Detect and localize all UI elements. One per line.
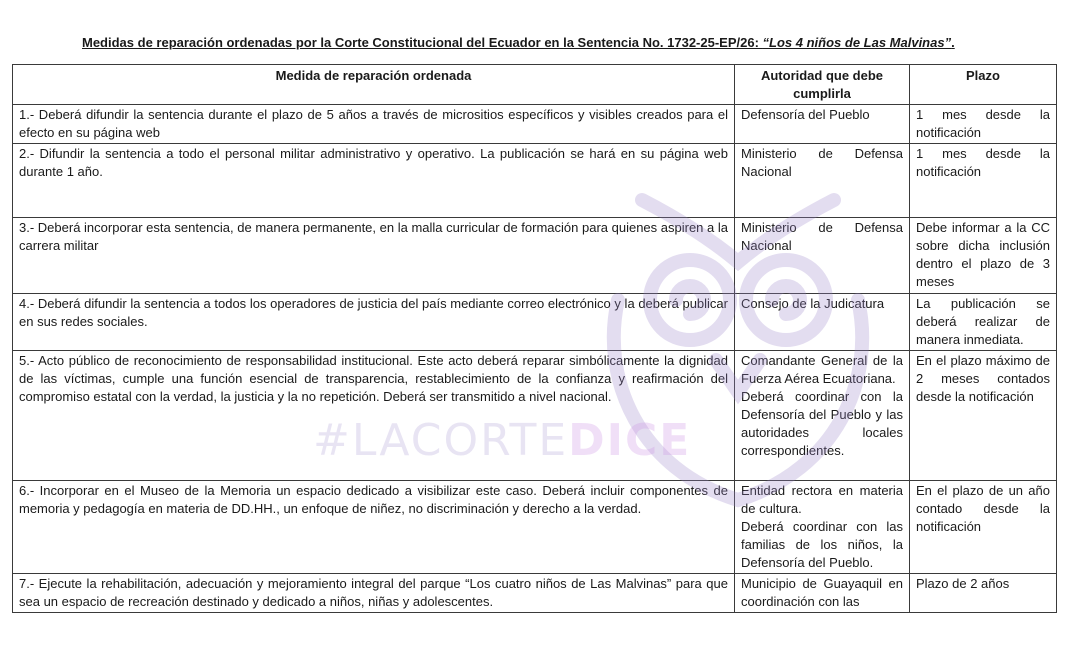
table-row: [13, 218, 1057, 294]
row-3-autoridad-line: Ministerio de Defensa Nacional: [741, 220, 903, 253]
header-plazo: Plazo: [910, 65, 1057, 105]
row-1-medida: 1.- Deberá difundir la sentencia durante el plazo de 5 años a través de micrositios específicos y visibles creados para el efecto en su página web: [13, 105, 735, 144]
row-4-plazo: La publicación se deberá realizar de manera inmediata.: [910, 294, 1057, 351]
row-6-plazo: En el plazo de un año contado desde la notificación: [910, 481, 1057, 574]
row-6-autoridad: [735, 481, 910, 574]
header-medida: Medida de reparación ordenada: [13, 65, 735, 105]
row-5-plazo: En el plazo máximo de 2 meses contados desde la notificación: [910, 351, 1057, 481]
row-6-autoridad-line-1: Entidad rectora en materia de cultura.: [741, 483, 903, 516]
row-3-autoridad: [735, 218, 910, 294]
row-7-medida: 7.- Ejecute la rehabilitación, adecuación y mejoramiento integral del parque “Los cuatro niños de Las Malvinas” para que sea un espacio de recreación destinado y dedicado a niños, niñas y adolescentes.: [13, 574, 735, 613]
row-7-plazo: Plazo de 2 años: [910, 574, 1057, 613]
row-1-plazo: 1 mes desde la notificación: [910, 105, 1057, 144]
row-5-medida: 5.- Acto público de reconocimiento de responsabilidad institucional. Este acto deberá reparar simbólicamente la dignidad de las víctimas, cumple una función esencial de transparencia, restablecimiento de la confianza y reafirmación del compromiso estatal con la verdad, la justicia y la no repetición. Deberá ser transmitido a nivel nacional.: [13, 351, 735, 481]
row-4-medida: 4.- Deberá difundir la sentencia a todos los operadores de justicia del país mediante correo electrónico y la deberá publicar en sus redes sociales.: [13, 294, 735, 351]
document-title: [82, 35, 955, 50]
row-4-autoridad-line: Consejo de la Judicatura: [741, 296, 885, 311]
watermark-text-accent: DICE: [568, 415, 692, 466]
table-header-row: [13, 65, 1057, 105]
watermark-text-main: #LACORTE: [313, 415, 569, 466]
row-6-medida: 6.- Incorporar en el Museo de la Memoria un espacio dedicado a visibilizar este caso. Deberá incluir componentes de memoria y pedagogía en materia de DD.HH., un enfoque de niñez, no discriminación y derecho a la verdad.: [13, 481, 735, 574]
row-4-autoridad: [735, 294, 910, 351]
table-row: [13, 294, 1057, 351]
row-2-autoridad: [735, 144, 910, 218]
row-3-plazo: Debe informar a la CC sobre dicha inclusión dentro el plazo de 3 meses: [910, 218, 1057, 294]
row-5-autoridad-line-1: Comandante General de la Fuerza Aérea Ecuatoriana.: [741, 353, 903, 386]
table-row: [13, 481, 1057, 574]
row-1-autoridad: [735, 105, 910, 144]
row-7-autoridad-line: Municipio de Guayaquil en coordinación con las: [741, 576, 903, 609]
table-row: [13, 144, 1057, 218]
row-3-medida: 3.- Deberá incorporar esta sentencia, de manera permanente, en la malla curricular de formación para quienes aspiren a la carrera militar: [13, 218, 735, 294]
table-row: [13, 574, 1057, 613]
row-2-medida: 2.- Difundir la sentencia a todo el personal militar administrativo y operativo. La publicación se hará en su página web durante 1 año.: [13, 144, 735, 218]
row-2-autoridad-line: Ministerio de Defensa Nacional: [741, 146, 903, 179]
row-5-autoridad-line-2: Deberá coordinar con la Defensoría del Pueblo y las autoridades locales correspondientes.: [741, 389, 903, 458]
row-2-plazo: 1 mes desde la notificación: [910, 144, 1057, 218]
row-6-autoridad-line-2: Deberá coordinar con las familias de los niños, la Defensoría del Pueblo.: [741, 519, 903, 570]
row-7-autoridad: [735, 574, 910, 613]
row-1-autoridad-line: Defensoría del Pueblo: [741, 107, 870, 122]
reparation-measures-table: [12, 64, 1057, 613]
title-case-name: “Los 4 niños de Las Malvinas”: [762, 35, 952, 50]
table-row: [13, 351, 1057, 481]
title-period: .: [951, 35, 955, 50]
title-main: Medidas de reparación ordenadas por la Corte Constitucional del Ecuador en la Sentencia No. 1732-25-EP/26:: [82, 35, 763, 50]
table-row: [13, 105, 1057, 144]
header-autoridad: Autoridad que debe cumplirla: [735, 65, 910, 105]
row-5-autoridad: [735, 351, 910, 481]
